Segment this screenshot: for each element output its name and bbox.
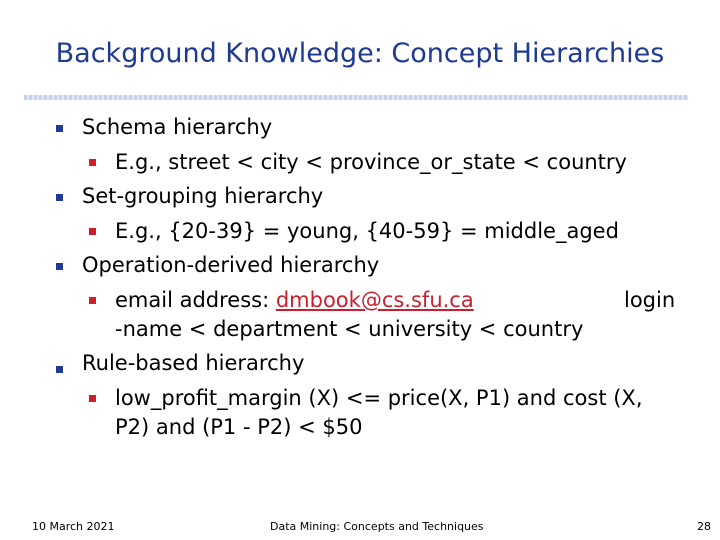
- title-divider: [24, 95, 688, 100]
- sub-bullet-icon: [89, 159, 96, 166]
- bullet-icon: [56, 125, 63, 132]
- bullet-operation-derived-hierarchy: Operation-derived hierarchy: [82, 253, 380, 277]
- footer-page-number: 28: [697, 520, 711, 533]
- bullet-schema-hierarchy: Schema hierarchy: [82, 115, 273, 139]
- sub-bullet-rule-example: low_profit_margin (X) <= price(X, P1) and cost (X,: [115, 386, 643, 410]
- bullet-icon: [56, 263, 63, 270]
- sub-bullet-rule-continuation: P2) and (P1 - P2) < $50: [115, 415, 363, 439]
- footer-title: Data Mining: Concepts and Techniques: [270, 520, 484, 533]
- sub-bullet-set-grouping-example: E.g., {20-39} = young, {40-59} = middle_aged: [115, 219, 619, 243]
- email-link[interactable]: dmbook@cs.sfu.ca: [275, 288, 474, 312]
- sub-bullet-icon: [89, 228, 96, 235]
- bullet-rule-based-hierarchy: Rule-based hierarchy: [82, 351, 305, 375]
- sub-bullet-email-suffix: login: [624, 288, 676, 312]
- sub-bullet-icon: [89, 297, 96, 304]
- sub-bullet-icon: [89, 395, 96, 402]
- sub-bullet-email-continuation: -name < department < university < country: [115, 317, 584, 341]
- sub-bullet-email-example: [115, 287, 474, 313]
- footer-date: 10 March 2021: [32, 520, 115, 533]
- email-prefix: email address:: [115, 288, 276, 312]
- bullet-icon: [56, 366, 63, 373]
- sub-bullet-schema-example: E.g., street < city < province_or_state < country: [115, 150, 627, 174]
- bullet-icon: [56, 194, 63, 201]
- bullet-set-grouping-hierarchy: Set-grouping hierarchy: [82, 184, 324, 208]
- slide-title: Background Knowledge: Concept Hierarchies: [55, 38, 665, 69]
